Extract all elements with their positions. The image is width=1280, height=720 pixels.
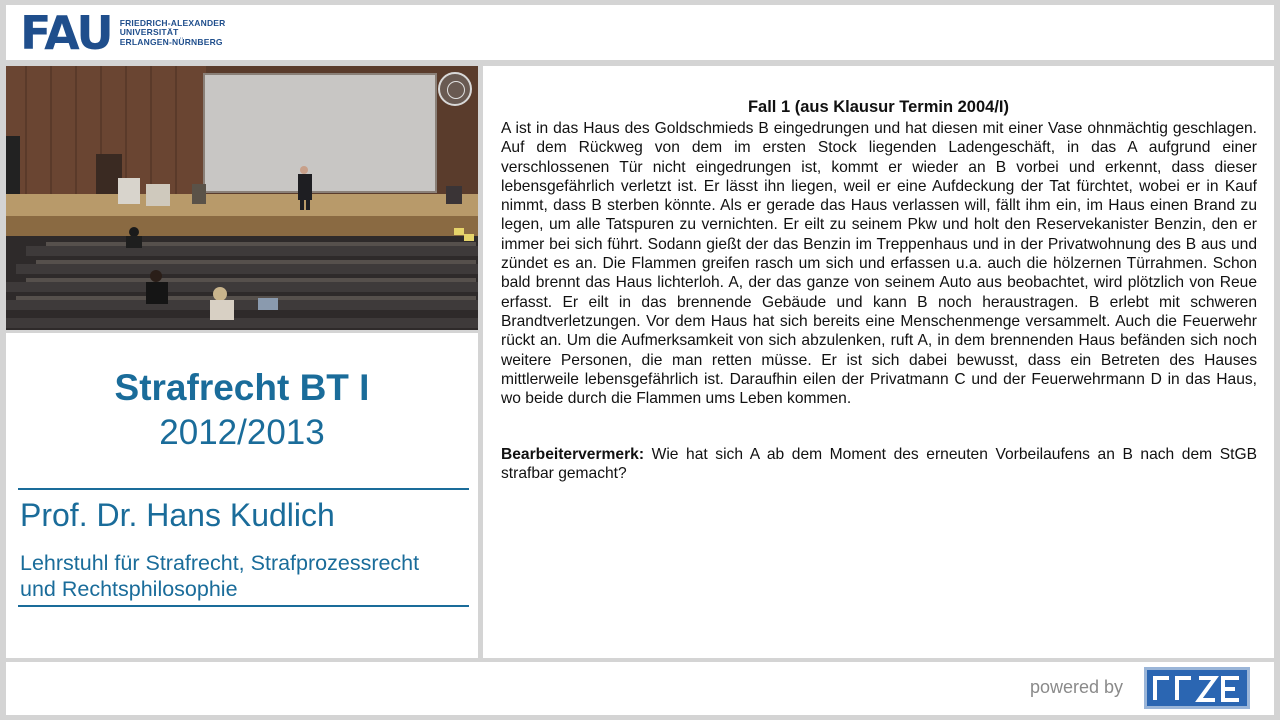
fau-logo-line: UNIVERSITÄT <box>119 27 179 38</box>
fau-logo-mark: FAU <box>20 6 112 60</box>
task-note-label: Bearbeitervermerk: <box>501 446 645 463</box>
case-text: A ist in das Haus des Goldschmieds B eingedrungen und hat diesen mit einer Vase ohnmächtig geschlagen. Auf dem Rückweg von dem im ersten Stock liegenden Ladengeschäft, in das A aufgrund einer verschlossenen Tür nicht eingedrungen ist, kommt er wieder an B vorbei und erkennt, dass dieser lebensgefährlich verletzt ist. Er lässt ihn liegen, weil er eine Aufdeckung der Tat fürchtet, wobei er in Kauf nimmt, dass B sterben könnte. Als er gerade das Haus verlassen will, fällt ihm ein, im Haus einen Brand zu legen, um alle Tatspuren zu vernichten. Er eilt zu seinem Pkw und holt den Reservekanister Benzin, den er immer bei sich führt. Sodann gießt der das Benzin im Treppenhaus und in der Privatwohnung des B aus und zündet es an. Die Flammen greifen rasch um sich und erfassen u.a. auch die hölzernen Türrahmen. Schon bald brennt das Haus lichterloh. A, der das ganze von seinem Auto aus beobachtet, wird plötzlich von Reue erfasst. Er eilt in das brennende Gebäude und kann B noch heraustragen. B erlebt mit schweren Brandtverletzungen. Vor dem Haus hat sich bereits eine Menschenmenge versammelt. Auch die Feuerwehr rückt an. Um die Aufmerksamkeit von sich abzulenken, ruft A, in dem brennenden Haus befänden sich noch weitere Personen, die man retten müsse. Er ist sich dabei bewusst, dass ein Betreten des Hauses mittlerweile lebensgefährlich ist. Daraufhin eilen der Privatmann C und der Feuerwehrmann D in das Haus, wo beide durch die Flammen ums Leben kommen. <box>501 120 1257 408</box>
course-year: 2012/2013 <box>159 413 325 452</box>
rrze-logo-mark <box>1147 670 1247 706</box>
divider <box>18 605 469 607</box>
rrze-logo[interactable] <box>1144 667 1250 709</box>
chair-name <box>20 550 419 602</box>
university-seal-icon <box>438 72 472 106</box>
chair-line: Lehrstuhl für Strafrecht, Strafprozessrecht <box>20 551 420 575</box>
fau-logo-text <box>120 19 226 48</box>
header-bar <box>6 5 1274 60</box>
fau-logo <box>20 6 226 60</box>
chair-line: und Rechtsphilosophie <box>20 577 238 601</box>
slide-title: Fall 1 (aus Klausur Termin 2004/I) <box>747 98 1010 116</box>
fau-logo-line: FRIEDRICH-ALEXANDER <box>119 17 226 28</box>
professor-name: Prof. Dr. Hans Kudlich <box>20 497 335 533</box>
slide-panel <box>483 66 1274 658</box>
course-title: Strafrecht BT I <box>114 367 370 408</box>
course-info-panel <box>6 333 478 658</box>
lecture-video[interactable] <box>6 66 478 330</box>
task-note <box>501 445 1257 484</box>
divider <box>18 488 469 490</box>
powered-by-label: powered by <box>1030 677 1124 697</box>
footer-bar <box>6 662 1274 715</box>
fau-logo-line: ERLANGEN-NÜRNBERG <box>119 36 223 47</box>
task-note-text: Wie hat sich A ab dem Moment des erneuten Vorbeilaufens an B nach dem StGB strafbar gemacht? <box>501 446 1257 483</box>
lecture-hall-image <box>6 66 478 330</box>
